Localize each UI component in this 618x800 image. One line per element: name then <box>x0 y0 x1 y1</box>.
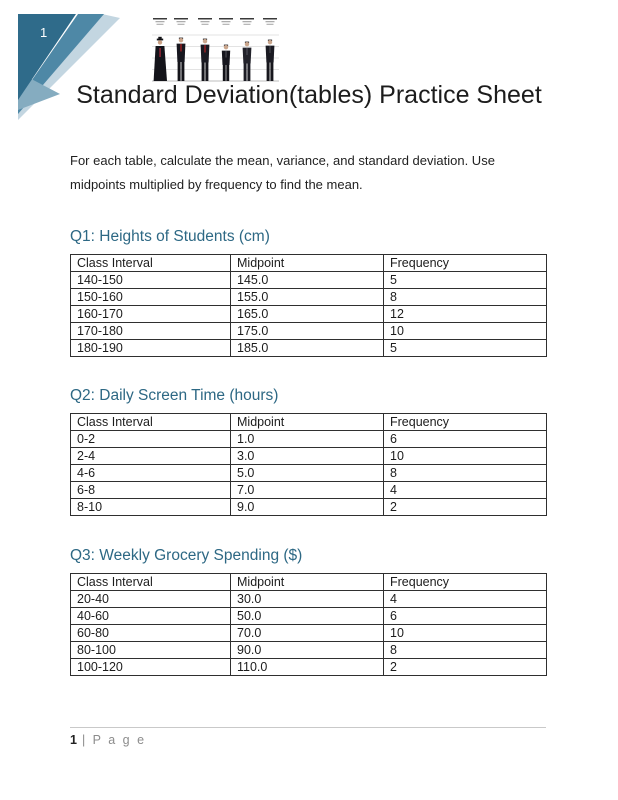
table-cell: 155.0 <box>231 289 384 306</box>
data-table <box>70 573 547 676</box>
table-cell: 4-6 <box>71 465 231 482</box>
table-cell: 8 <box>384 289 547 306</box>
column-header: Frequency <box>384 255 547 272</box>
table-row <box>71 659 547 676</box>
table-cell: 6 <box>384 431 547 448</box>
table-cell: 5 <box>384 340 547 357</box>
section-q3 <box>70 547 546 676</box>
table-cell: 20-40 <box>71 591 231 608</box>
table-header-row <box>71 574 547 591</box>
table-cell: 50.0 <box>231 608 384 625</box>
table-cell: 170-180 <box>71 323 231 340</box>
table-cell: 180-190 <box>71 340 231 357</box>
table-cell: 8 <box>384 465 547 482</box>
footer-page-number: 1 <box>70 733 77 747</box>
table-cell: 12 <box>384 306 547 323</box>
table-cell: 4 <box>384 482 547 499</box>
table-cell: 8 <box>384 642 547 659</box>
footer-page-label: | P a g e <box>81 733 147 747</box>
footer-divider <box>70 727 546 728</box>
table-cell: 5 <box>384 272 547 289</box>
table-row <box>71 448 547 465</box>
table-row <box>71 625 547 642</box>
table-cell: 0-2 <box>71 431 231 448</box>
table-row <box>71 499 547 516</box>
table-row <box>71 642 547 659</box>
table-cell: 9.0 <box>231 499 384 516</box>
column-header: Midpoint <box>231 414 384 431</box>
table-row <box>71 465 547 482</box>
column-header: Class Interval <box>71 574 231 591</box>
table-cell: 10 <box>384 625 547 642</box>
table-cell: 145.0 <box>231 272 384 289</box>
section-heading: Q3: Weekly Grocery Spending ($) <box>70 547 303 564</box>
section-heading: Q2: Daily Screen Time (hours) <box>70 387 279 404</box>
table-cell: 6-8 <box>71 482 231 499</box>
table-cell: 2 <box>384 659 547 676</box>
table-cell: 30.0 <box>231 591 384 608</box>
column-header: Midpoint <box>231 574 384 591</box>
column-header: Class Interval <box>71 414 231 431</box>
table-row <box>71 591 547 608</box>
table-cell: 5.0 <box>231 465 384 482</box>
table-cell: 140-150 <box>71 272 231 289</box>
column-header: Midpoint <box>231 255 384 272</box>
table-row <box>71 340 547 357</box>
table-row <box>71 608 547 625</box>
table-row <box>71 431 547 448</box>
table-cell: 175.0 <box>231 323 384 340</box>
table-header-row <box>71 255 547 272</box>
title-block <box>0 80 618 111</box>
data-table <box>70 254 547 357</box>
table-cell: 160-170 <box>71 306 231 323</box>
people-lineup-icon <box>151 15 280 84</box>
height-comparison-image <box>151 15 280 84</box>
table-cell: 3.0 <box>231 448 384 465</box>
instructions-paragraph <box>70 149 495 196</box>
table-cell: 8-10 <box>71 499 231 516</box>
table-cell: 70.0 <box>231 625 384 642</box>
table-cell: 110.0 <box>231 659 384 676</box>
column-header: Class Interval <box>71 255 231 272</box>
table-header-row <box>71 414 547 431</box>
table-cell: 10 <box>384 323 547 340</box>
table-row <box>71 289 547 306</box>
table-row <box>71 323 547 340</box>
table-cell: 2-4 <box>71 448 231 465</box>
table-cell: 185.0 <box>231 340 384 357</box>
page-footer <box>70 733 146 747</box>
table-row <box>71 482 547 499</box>
table-cell: 2 <box>384 499 547 516</box>
table-cell: 100-120 <box>71 659 231 676</box>
table-cell: 60-80 <box>71 625 231 642</box>
table-cell: 6 <box>384 608 547 625</box>
column-header: Frequency <box>384 414 547 431</box>
table-cell: 80-100 <box>71 642 231 659</box>
column-header: Frequency <box>384 574 547 591</box>
table-cell: 150-160 <box>71 289 231 306</box>
instructions-line-1: For each table, calculate the mean, variance, and standard deviation. Use <box>70 153 495 168</box>
section-q1 <box>70 228 546 357</box>
data-table <box>70 413 547 516</box>
section-q2 <box>70 387 546 516</box>
section-heading: Q1: Heights of Students (cm) <box>70 228 270 245</box>
table-cell: 90.0 <box>231 642 384 659</box>
instructions-line-2: midpoints multiplied by frequency to find the mean. <box>70 176 363 192</box>
page-title: Standard Deviation(tables) Practice Sheet <box>76 81 542 109</box>
table-cell: 7.0 <box>231 482 384 499</box>
table-cell: 165.0 <box>231 306 384 323</box>
table-row <box>71 272 547 289</box>
table-cell: 4 <box>384 591 547 608</box>
corner-page-number: 1 <box>40 25 48 40</box>
table-cell: 10 <box>384 448 547 465</box>
table-cell: 1.0 <box>231 431 384 448</box>
table-row <box>71 306 547 323</box>
table-cell: 40-60 <box>71 608 231 625</box>
